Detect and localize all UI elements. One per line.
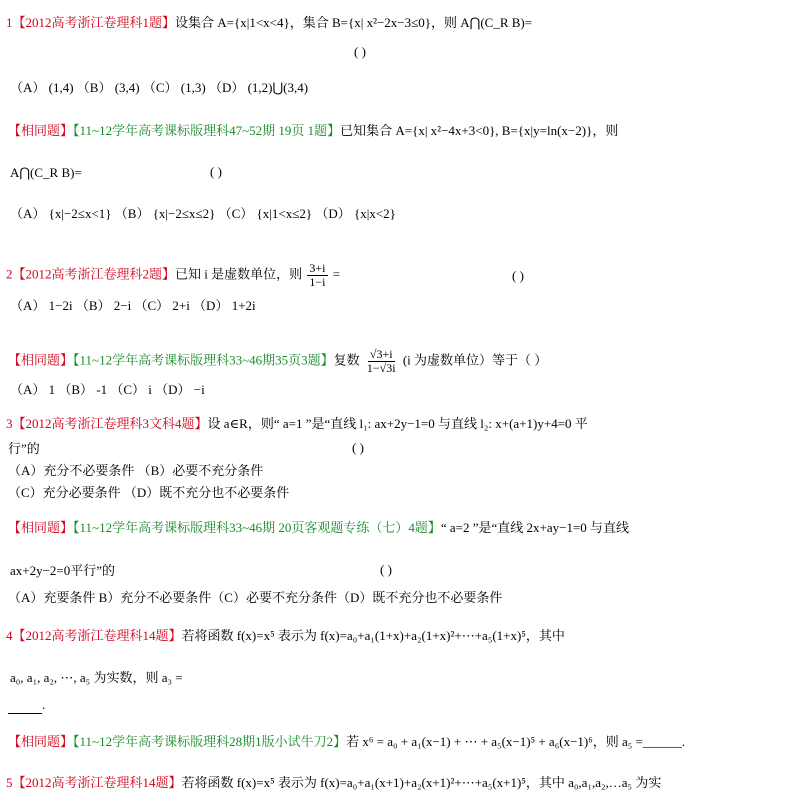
r2-fraction xyxy=(365,348,398,375)
q5-number: 5 xyxy=(6,775,13,790)
r1-stem-cont: A⋂(C_R B)= xyxy=(10,165,82,180)
q3-options-row2: （C）充分必要条件 （D）既不充分也不必要条件 xyxy=(8,485,290,500)
r3-tag: 【相同题】 xyxy=(8,520,74,535)
q4-source-tag: 【2012高考浙江卷理科14题】 xyxy=(12,628,182,643)
r4-source: 【11~12学年高考课标版理科28期1版小试牛刀2】 xyxy=(73,734,347,749)
q1-source-tag: 【2012高考浙江卷理科1题】 xyxy=(12,15,176,30)
r2-frac-den: 1−√3i xyxy=(366,361,396,375)
r2-frac-num: √3+i xyxy=(369,347,393,361)
q3-stem: 设 a∈R，则“ a=1 ”是“直线 l₁: ax+2y−1=0 与直线 l₂: x+(a+1)y+4=0 平 xyxy=(207,416,588,431)
r1-stem-line xyxy=(8,122,804,140)
q2-options: （A） 1−2i （B） 2−i （C） 2+i （D） 1+2i xyxy=(10,298,256,313)
q5-source-tag: 【2012高考浙江卷理科14题】 xyxy=(12,775,182,790)
q1-number: 1 xyxy=(6,15,13,30)
q3-stem-cont: 行”的 xyxy=(8,441,40,456)
q2-frac-num: 3+i xyxy=(309,261,326,275)
r2-source: 【11~12学年高考课标版理科33~46期35页3题】 xyxy=(73,352,334,368)
q2-number: 2 xyxy=(6,266,13,282)
r3-answer-paren: ( ) xyxy=(380,562,392,577)
q3-options-row1: （A）充分不必要条件 （B）必要不充分条件 xyxy=(8,463,264,478)
r4-tag: 【相同题】 xyxy=(8,734,74,749)
q5-stem: 若将函数 f(x)=x⁵ 表示为 f(x)=a₀+a₁(x+1)+a₂(x+1)²+⋯+a₅(x+1)⁵，其中 a₀,a₁,a₂,…a₅ 为实 xyxy=(181,775,662,790)
r2-stem-b: (i 为虚数单位）等于（ ） xyxy=(402,352,548,368)
r3-stem-cont: ax+2y−2=0平行”的 xyxy=(10,563,116,578)
q4-number: 4 xyxy=(6,628,13,643)
r2-stem-a: 复数 xyxy=(333,352,360,368)
q1-stem-line xyxy=(6,14,804,32)
q4-answer-blank-line xyxy=(8,696,804,714)
r4-stem: 若 x⁶ = a₀ + a₁(x−1) + ⋯ + a₅(x−1)⁵ + a₆(x−1)⁶，则 a₅ =______. xyxy=(346,734,686,749)
q3-source-tag: 【2012高考浙江卷理科3文科4题】 xyxy=(12,416,208,431)
q1-options: （A） (1,4) （B） (3,4) （C） (1,3) （D） (1,2)⋃(3,4) xyxy=(10,80,309,95)
q4-stem-cont: a₀, a₁, a₂, ⋯, a₅ 为实数，则 a₃ = xyxy=(10,670,183,685)
q5-stem-line xyxy=(6,774,804,792)
q4-answer-blank xyxy=(8,713,42,714)
r3-stem: “ a=2 ”是“直线 2x+ay−1=0 与直线 xyxy=(440,520,630,535)
r3-stem-line xyxy=(8,519,804,537)
r1-tag: 【相同题】 xyxy=(8,123,74,138)
r1-source: 【11~12学年高考课标版理科47~52期 19页 1题】 xyxy=(73,123,341,138)
q2-frac-den: 1−i xyxy=(309,275,326,289)
r1-stem: 已知集合 A={x| x²−4x+3<0}, B={x|y=ln(x−2)}，则 xyxy=(340,123,619,138)
q4-stem: 若将函数 f(x)=x⁵ 表示为 f(x)=a₀+a₁(1+x)+a₂(1+x)²+⋯+a₅(1+x)⁵，其中 xyxy=(181,628,565,643)
q2-fraction xyxy=(307,262,327,289)
q2-stem-b: = xyxy=(332,266,341,282)
q3-stem-line xyxy=(6,415,804,433)
q1-answer-paren: ( ) xyxy=(354,44,366,59)
q2-stem-line xyxy=(6,262,804,289)
q4-period: . xyxy=(42,697,46,712)
q2-stem-a: 已知 i 是虚数单位，则 xyxy=(175,266,303,282)
q4-stem-line xyxy=(6,627,804,645)
r3-source: 【11~12学年高考课标版理科33~46期 20页客观题专练（七）4题】 xyxy=(73,520,441,535)
r2-stem-line xyxy=(8,348,804,375)
q2-source-tag: 【2012高考浙江卷理科2题】 xyxy=(12,266,176,282)
r1-answer-paren: ( ) xyxy=(210,164,222,179)
q2-answer-paren: ( ) xyxy=(512,268,524,283)
q1-stem: 设集合 A={x|1<x<4}，集合 B={x| x²−2x−3≤0}，则 A⋂(C_R B)= xyxy=(175,15,533,30)
r4-stem-line xyxy=(8,733,804,751)
r3-options: （A）充要条件 B）充分不必要条件（C）必要不充分条件（D）既不充分也不必要条件 xyxy=(8,590,503,605)
q3-number: 3 xyxy=(6,416,13,431)
r2-tag: 【相同题】 xyxy=(8,352,74,368)
q3-answer-paren: ( ) xyxy=(352,440,364,455)
r2-options: （A） 1 （B） -1 （C） i （D） −i xyxy=(10,382,205,397)
r1-options: （A） {x|−2≤x<1} （B） {x|−2≤x≤2} （C） {x|1<x≤2} （D） {x|x<2} xyxy=(10,206,396,221)
